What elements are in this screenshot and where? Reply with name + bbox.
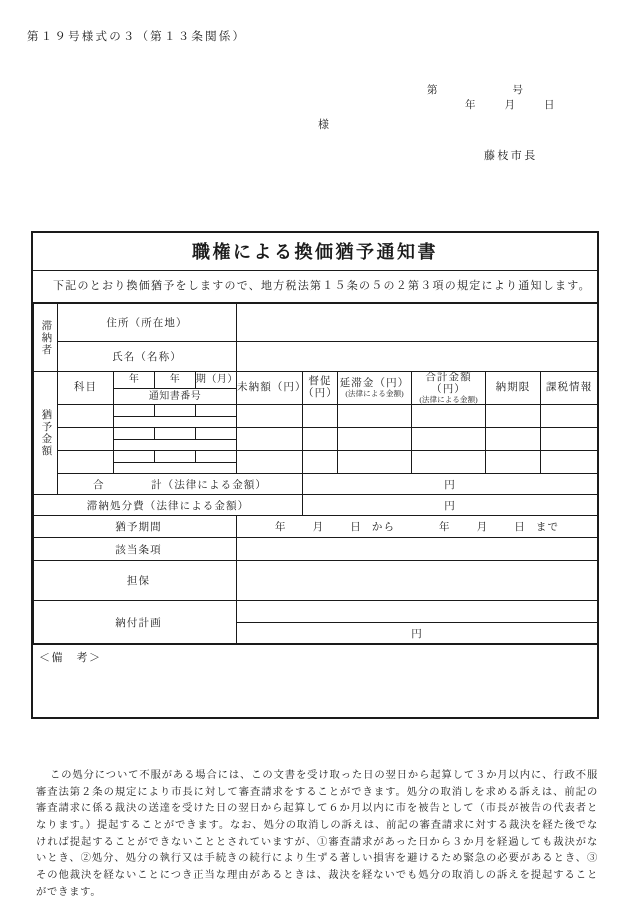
payment-plan-label: 納付計画 [34, 601, 237, 644]
date-month-label: 月 [504, 100, 516, 111]
cell-total-amount[interactable] [412, 405, 486, 428]
col-term-month-header: 期（月） [195, 372, 236, 388]
payment-plan-total[interactable]: 円 [237, 623, 598, 644]
form-code-label: 第１９号様式の３（第１３条関係） [27, 31, 247, 43]
table-row [34, 428, 598, 451]
period-to-month: 月 [476, 522, 489, 534]
grand-total-value[interactable]: 円 [303, 474, 598, 495]
payment-plan-detail[interactable] [237, 601, 598, 623]
cell-unpaid[interactable] [237, 451, 303, 474]
cell-demand[interactable] [303, 405, 338, 428]
col-tax-info-header: 課税情報 [541, 372, 598, 405]
issuer-name: 藤枝市長 [484, 150, 538, 162]
col-total-amount-header-main: 合計金額（円） [425, 372, 472, 395]
document-number-suffix: 号 [512, 85, 524, 96]
cell-term-month[interactable] [195, 405, 236, 416]
form-grid-table [33, 303, 598, 644]
deferral-vertical-label-text: 猶予金額 [40, 409, 52, 458]
cell-year-a[interactable] [114, 405, 155, 416]
name-label-cell: 氏名（名称） [58, 342, 237, 372]
col-total-amount-header-sub: (法律による金額) [419, 394, 478, 404]
table-row [34, 451, 598, 474]
period-from-suffix: から [371, 522, 396, 534]
form-intro-body: 下記のとおり換価猶予をしますので、地方税法第１５条の５の２第３項の規定により通知します。 [53, 280, 591, 292]
cell-late-fee[interactable] [338, 451, 412, 474]
disposal-cost-label: 滞納処分費（法律による金額） [34, 495, 303, 516]
grand-total-label: 合 計（法律による金額） [58, 474, 303, 495]
period-from-year: 年 [275, 522, 287, 534]
cell-notice-number[interactable] [114, 439, 236, 450]
document-number-line [427, 82, 524, 97]
collateral-row [34, 561, 598, 601]
col-demand-header [303, 372, 338, 405]
cell-term-month[interactable] [195, 451, 236, 462]
period-to-year: 年 [439, 522, 451, 534]
col-demand-header-unit: （円） [303, 388, 338, 400]
cell-unpaid[interactable] [237, 428, 303, 451]
cell-notice-number[interactable] [114, 462, 236, 473]
document-number-prefix: 第 [427, 85, 439, 96]
grand-total-row [34, 474, 598, 495]
legal-notice-text: この処分について不服がある場合には、この文書を受け取った日の翌日から起算して３か月以内に、行政不服審査法第２条の規定により市長に対して審査請求をすることができます。処分の取消しを求める訴えは、前記の審査請求に係る裁決の送達を受けた日の翌日から起算して６か月以内に市を被告として（市長が被告の代表者となります。）提起することができます。なお、処分の取消しの訴えは、前記の審査請求に対する裁決を経た後でなければ提起することができないこととされていますが、①審査請求があった日から３か月を経過しても裁決がないとき、②処分、処分の執行又は手続きの続行により生ずる著しい損害を避けるため緊急の必要があるとき、③その他裁決を経ないことにつき正当な理由があるときは、裁決を経ないでも処分の取消しの訴えを提起することができます。 [36, 770, 598, 898]
cell-tax-info[interactable] [541, 451, 598, 474]
col-late-fee-header [338, 372, 412, 405]
taxpayer-vertical-label-text: 滞納者 [40, 319, 52, 356]
period-from-day: 日 [350, 522, 362, 534]
cell-tax-info[interactable] [541, 405, 598, 428]
disposal-cost-value[interactable]: 円 [303, 495, 598, 516]
cell-due-date[interactable] [486, 428, 541, 451]
cell-year-term-group [114, 428, 237, 451]
cell-year-term-group [114, 405, 237, 428]
cell-item[interactable] [58, 405, 114, 428]
col-late-fee-header-sub: (法律による金額) [345, 388, 404, 398]
deferral-period-value[interactable] [237, 516, 598, 538]
col-late-fee-header-main: 延滞金（円） [339, 377, 410, 389]
disposal-cost-row [34, 495, 598, 516]
taxpayer-name-row [34, 342, 598, 372]
name-value-cell[interactable] [237, 342, 598, 372]
col-notice-number-header: 通知書番号 [148, 390, 202, 402]
address-label-cell: 住所（所在地） [58, 304, 237, 342]
remarks-label: ＜備 考＞ [39, 652, 102, 665]
cell-year-term-group [114, 451, 237, 474]
col-demand-header-main: 督促 [308, 376, 332, 388]
form-title: 職権による換価猶予通知書 [33, 233, 597, 271]
taxpayer-address-row [34, 304, 598, 342]
col-unpaid-header: 未納額（円） [237, 372, 303, 405]
cell-year-a[interactable] [114, 428, 155, 439]
taxpayer-vertical-label [34, 304, 58, 372]
collateral-label: 担保 [34, 561, 237, 601]
cell-notice-number[interactable] [114, 416, 236, 427]
col-total-amount-header [412, 372, 486, 405]
notice-form-box [31, 231, 599, 719]
deferral-vertical-label [34, 372, 58, 495]
period-to-suffix: まで [535, 522, 560, 534]
cell-unpaid[interactable] [237, 405, 303, 428]
cell-total-amount[interactable] [412, 451, 486, 474]
cell-due-date[interactable] [486, 405, 541, 428]
cell-demand[interactable] [303, 428, 338, 451]
cell-year-b[interactable] [155, 405, 196, 416]
cell-year-b[interactable] [155, 451, 196, 462]
address-value-cell[interactable] [237, 304, 598, 342]
document-date-line [465, 97, 556, 112]
col-item-header: 科目 [58, 372, 114, 405]
remarks-section[interactable] [33, 644, 597, 717]
addressee-honorific: 様 [318, 119, 330, 131]
period-from-month: 月 [312, 522, 325, 534]
collateral-value[interactable] [237, 561, 598, 601]
deferral-period-label: 猶予期間 [34, 516, 237, 538]
col-year-b-header: 年 [155, 372, 196, 388]
date-day-label: 日 [544, 100, 556, 111]
col-year-a-header: 年 [114, 372, 155, 388]
date-year-label: 年 [465, 100, 477, 111]
table-row [34, 405, 598, 428]
cell-demand[interactable] [303, 451, 338, 474]
applicable-clause-label: 該当条項 [34, 538, 237, 561]
cell-term-month[interactable] [195, 428, 236, 439]
cell-late-fee[interactable] [338, 405, 412, 428]
cell-tax-info[interactable] [541, 428, 598, 451]
col-year-term-header [114, 372, 237, 405]
cell-item[interactable] [58, 428, 114, 451]
form-intro-text [33, 271, 597, 303]
applicable-clause-value[interactable] [237, 538, 598, 561]
deferral-column-header-row [34, 372, 598, 405]
cell-late-fee[interactable] [338, 428, 412, 451]
payment-plan-row [34, 601, 598, 623]
cell-year-a[interactable] [114, 451, 155, 462]
deferral-period-row [34, 516, 598, 538]
cell-due-date[interactable] [486, 451, 541, 474]
period-to-day: 日 [514, 522, 526, 534]
cell-total-amount[interactable] [412, 428, 486, 451]
cell-item[interactable] [58, 451, 114, 474]
cell-year-b[interactable] [155, 428, 196, 439]
col-due-date-header: 納期限 [486, 372, 541, 405]
legal-notice-block [36, 768, 598, 901]
applicable-clause-row [34, 538, 598, 561]
